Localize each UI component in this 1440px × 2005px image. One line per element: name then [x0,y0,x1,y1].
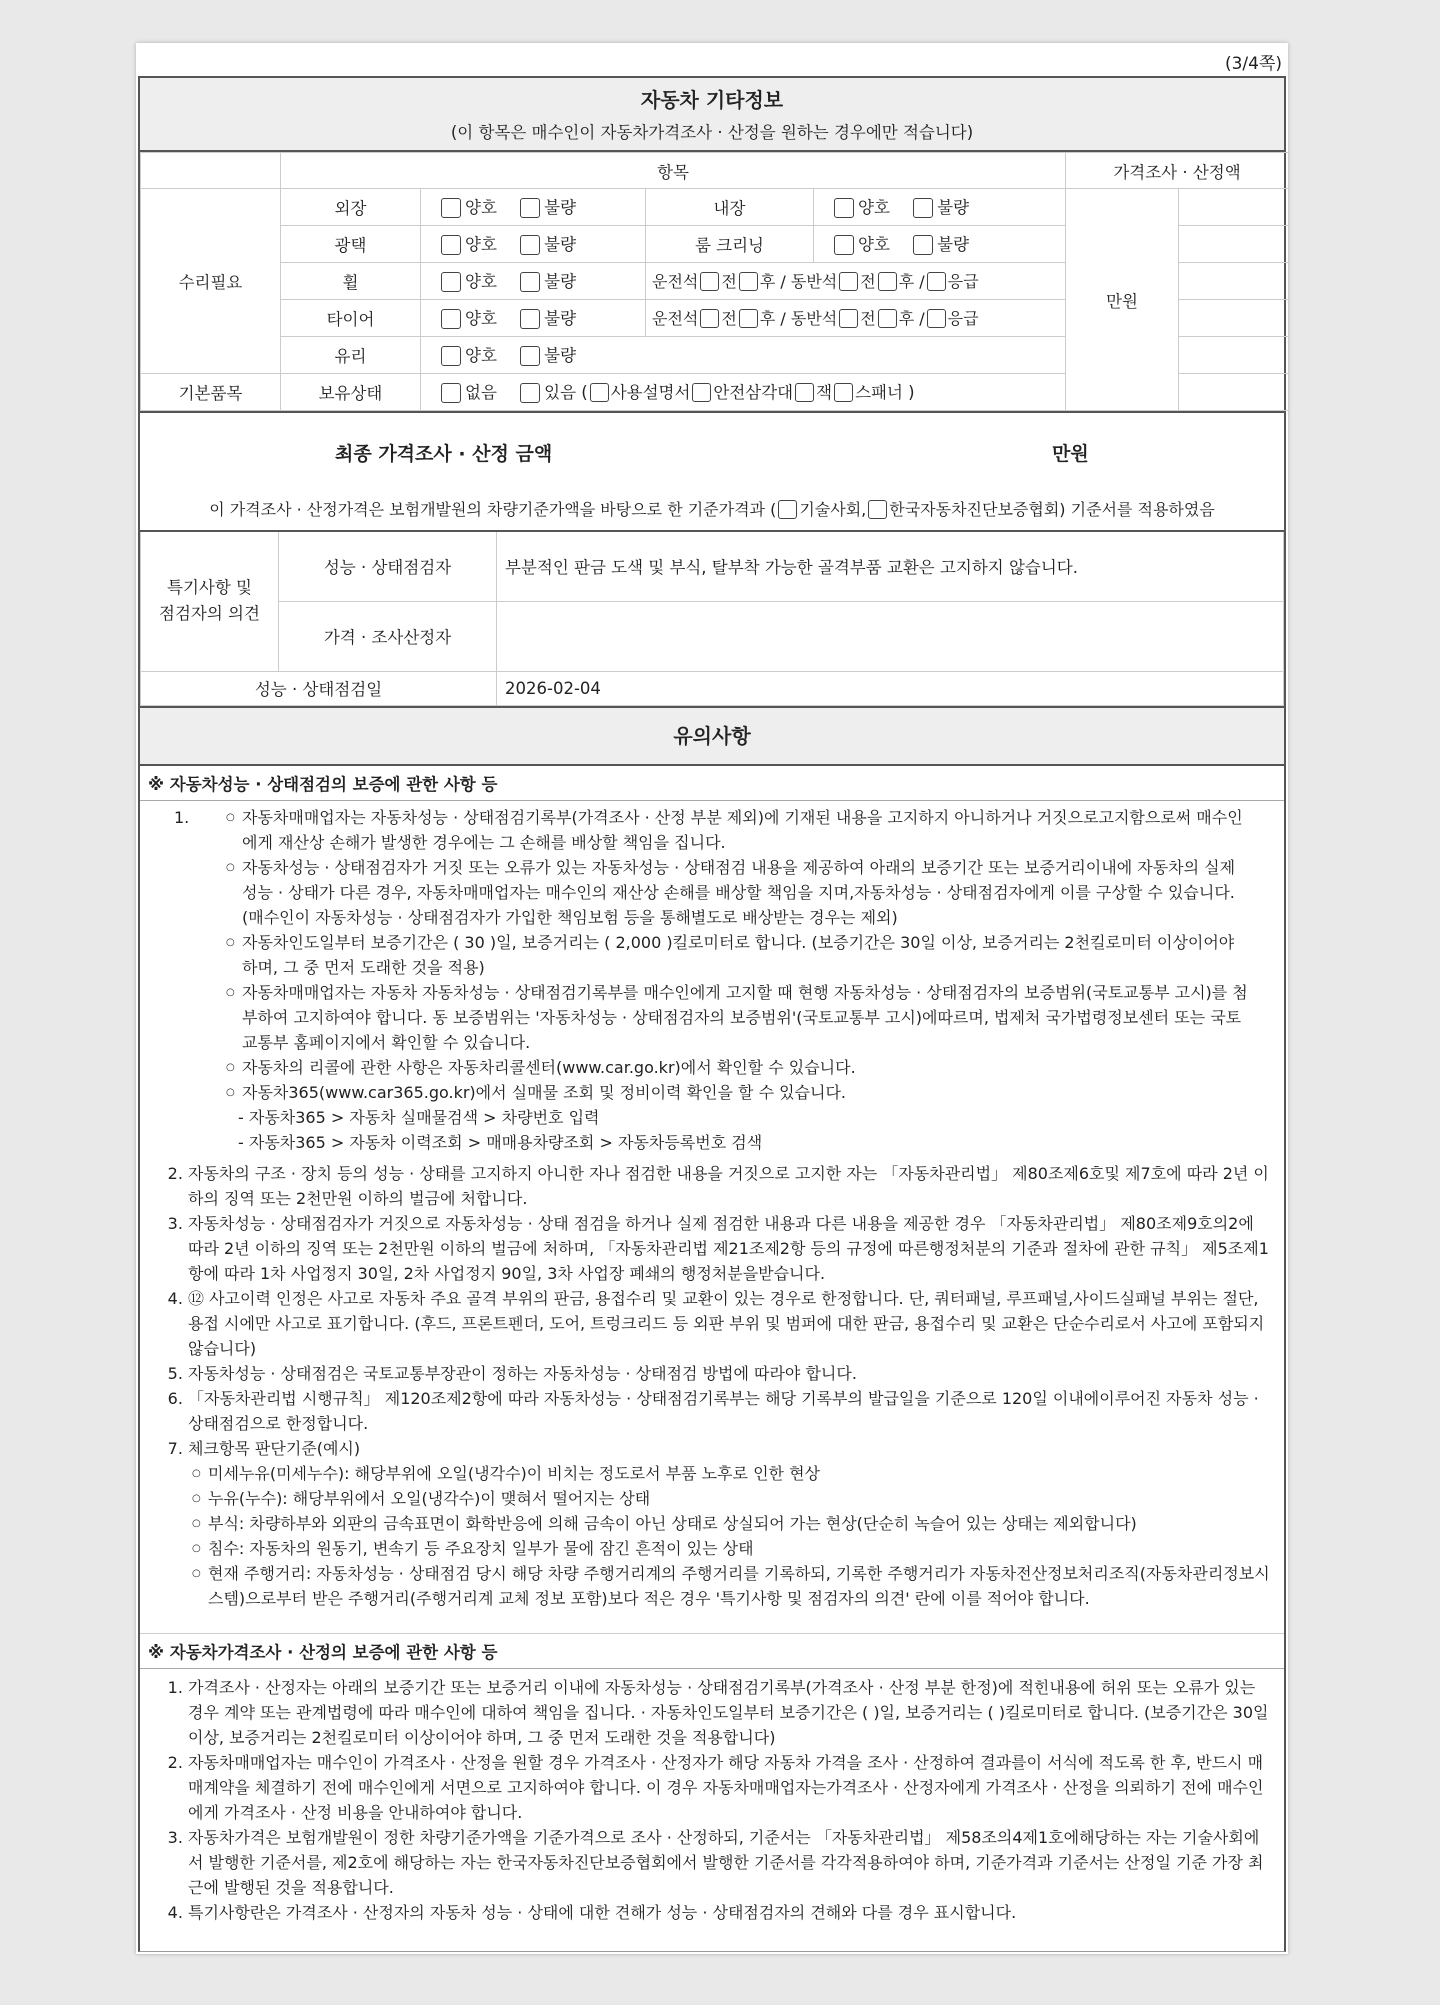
rear-label: 후 / [759,309,786,328]
item1-body [222,805,1252,1155]
dash-item: - 자동차365 > 자동차 실매물검색 > 차량번호 입력 [238,1107,600,1127]
bad-label: 불량 [544,346,577,366]
checkbox-glass-good[interactable] [441,346,461,366]
row-label-interior: 내장 [646,189,814,226]
notice-item: 1. 가격조사 · 산정자는 아래의 보증기간 또는 보증거리 이내에 자동차성능 · 상태점검기록부(가격조사 · 산정 부분 한정)에 적힌내용에 허위 또는 오류가 있는 경우 계약 또는 관계법령에 따라 매수인에 대하여 책임을 집니다. · 자동차인도일부터 보증기간은 ( )일, 보증거리는 ( )킬로미터로 합니다. (보증기간은 30일 이상, 보증거리는 2천킬로미터 이상이어야 하며, 그 중 먼저 도래한 것을 적용합니다) [188,1675,1270,1750]
gloss-options [421,226,646,263]
rear-label: 후 / [898,272,925,291]
good-label: 양호 [465,198,497,218]
row-label-gloss: 광택 [281,226,421,263]
document-page [136,43,1288,1954]
room-cleaning-options [814,226,1066,263]
notice-item-text: 자동차의 구조 · 장치 등의 성능 · 상태를 고지하지 아니한 자나 점검한 내용을 거짓으로 고지한 자는 「자동차관리법」 제80조제6호및 제7호에 따라 2년 이하의 징역 또는 2천만원 이하의 벌금에 처합니다. [188,1163,1269,1208]
sub-item: ○ 미세누유(미세누수): 해당부위에 오일(냉각수)이 비치는 정도로서 부품 노후로 인한 현상 [192,1461,1270,1486]
checkbox-exterior-good[interactable] [441,198,461,218]
notice-section2-title: ※ 자동차가격조사 · 산정의 보증에 관한 사항 등 [140,1633,1284,1669]
checkbox-wheel-bad[interactable] [520,272,540,292]
manual-label: 사용설명서 [610,383,691,403]
passenger-seat-label: 동반석 [790,309,838,328]
final-price-unit: 만원 [1052,443,1089,465]
driver-seat-label: 운전석 [652,309,699,328]
good-label: 양호 [465,309,497,329]
association-label: 한국자동차진단보증협회) 기준서를 적용하였음 [889,500,1215,519]
item1-dash-list [222,1105,1252,1155]
checkbox-exterior-bad[interactable] [520,198,540,218]
checkbox-wheel-passenger-rear[interactable] [878,272,897,291]
checkbox-tire-emergency[interactable] [927,309,946,328]
checkbox-manual[interactable] [590,383,609,402]
checkbox-wheel-good[interactable] [441,272,461,292]
sub-item: ○ 현재 주행거리: 자동차성능 · 상태점검 당시 해당 차량 주행거리계의 주행거리를 기록하되, 기록한 주행거리가 자동차전산정보처리조직(자동차관리정보시스템)으로부터 받은 주행거리(주행거리계 교체 정보 포함)보다 적은 경우 '특기사항 및 점검자의 의견' 란에 이를 적어야 합니다. [192,1561,1270,1611]
driver-seat-label: 운전석 [652,272,699,291]
sub-item: ○ 자동차365(www.car365.go.kr)에서 실매물 조회 및 정비이력 확인을 할 수 있습니다. [226,1080,1252,1105]
item1-sublist [222,805,1252,1105]
checkbox-wheel-driver-rear[interactable] [739,272,758,291]
notice-item: 3. 자동차가격은 보험개발원이 정한 차량기준가액을 기준가격으로 조사 · 산정하되, 기준서는 「자동차관리법」 제58조의4제1호에해당하는 자는 기술사회에서 발행한 기준서를, 제2호에 해당하는 자는 한국자동차진단보증협회에서 발행한 기준서를 각각적용하여야 하며, 기준가격과 기준서는 산정일 기준 가장 최근에 발행된 것을 적용합니다. [188,1825,1270,1900]
sub-item: ○ 자동차인도일부터 보증기간은 ( 30 )일, 보증거리는 ( 2,000 )킬로미터로 합니다. (보증기간은 30일 이상, 보증거리는 2천킬로미터 이상이어야 하며, 그 중 먼저 도래한 것을 적용) [226,930,1252,980]
checkbox-jack[interactable] [795,383,814,402]
good-label: 양호 [858,235,890,255]
final-sentence-pre: 이 가격조사 · 산정가격은 보험개발원의 차량기준가액을 바탕으로 한 기준가격과 ( [209,500,777,519]
checkbox-wheel-passenger-front[interactable] [839,272,858,291]
jack-label: 잭 [816,383,833,403]
front-label: 전 [860,309,876,328]
sub-item: ○ 부식: 차량하부와 외판의 금속표면이 화학반응에 의해 금속이 아닌 상태로 상실되어 가는 현상(단순히 녹슬어 있는 상태는 제외합니다) [192,1511,1270,1536]
sub-item: ○ 자동차매매업자는 자동차 자동차성능 · 상태점검기록부를 매수인에게 고지할 때 현행 자동차성능 · 상태점검자의 보증범위(국토교통부 고시)를 첨부하여 고지하여야 합니다. 동 보증범위는 '자동차성능 · 상태점검자의 보증범위'(국토교통부 고시)에따르며, 법제처 국가법령정보센터 또는 국토교통부 홈페이지에서 확인할 수 있습니다. [226,980,1252,1055]
good-label: 양호 [858,198,890,218]
final-price-section [140,411,1284,530]
checkbox-gloss-bad[interactable] [520,235,540,255]
page-number: (3/4쪽) [1224,54,1282,74]
checkbox-tire-good[interactable] [441,309,461,329]
notice-item-text: 체크항목 판단기준(예시) [188,1438,361,1458]
row-label-wheel: 휠 [281,263,421,300]
sub-item: ○ 누유(누수): 해당부위에서 오일(냉각수)이 맺혀서 떨어지는 상태 [192,1486,1270,1511]
triangle-label: 안전삼각대 [713,383,794,403]
final-price-sentence [140,497,1284,521]
item7-sublist [188,1461,1270,1611]
good-label: 양호 [465,235,497,255]
inspection-date-value: 2026-02-04 [497,671,1284,705]
opinion-table [140,530,1284,706]
passenger-seat-label: 동반석 [790,272,838,291]
section-title: 자동차 기타정보 [640,88,784,112]
bad-label: 불량 [544,198,577,218]
tech-society-label: 기술사회, [799,500,867,519]
front-label: 전 [860,272,876,291]
notice-section1-items [140,1161,1284,1633]
checkbox-tire-passenger-front[interactable] [839,309,858,328]
checkbox-association[interactable] [868,500,887,519]
checkbox-wheel-driver-front[interactable] [700,272,719,291]
none-label: 없음 [465,383,497,403]
notice-item-text: 자동차성능 · 상태점검자가 거짓으로 자동차성능 · 상태 점검을 하거나 실제 점검한 내용과 다른 내용을 제공한 경우 「자동차관리법」 제80조제9호의2에 따라 2년 이하의 징역 또는 2천만원 이하의 벌금에 처하며, 「자동차관리법 제21조제2항 등의 규정에 따른행정처분의 기준과 절차에 관한 규칙」 제5조제1항에 따라 1차 사업정지 30일, 2차 사업정지 90일, 3차 사업장 폐쇄의 행정처분을받습니다. [188,1213,1269,1283]
checkbox-tech-society[interactable] [778,500,797,519]
notice-item [188,1436,1270,1611]
row-label-glass: 유리 [281,337,421,374]
row-label-room-cleaning: 룸 크리닝 [646,226,814,263]
tire-seat-options [646,300,1066,337]
items-table [140,152,1289,411]
glass-options [421,337,1066,374]
price-unit: 만원 [1106,291,1138,311]
rear-label: 후 / [759,272,786,291]
price-input-exterior[interactable] [1179,189,1289,226]
section-header [140,78,1284,152]
row-label-possession: 보유상태 [281,374,421,411]
sub-item: ○ 자동차의 리콜에 관한 사항은 자동차리콜센터(www.car.go.kr)에서 확인할 수 있습니다. [226,1055,1252,1080]
notice-item: 2. 자동차매매업자는 매수인이 가격조사 · 산정을 원할 경우 가격조사 · 산정자가 해당 자동차 가격을 조사 · 산정하여 결과를이 서식에 적도록 한 후, 반드시 매매계약을 체결하기 전에 매수인에게 서면으로 고지하여야 합니다. 이 경우 자동차매매업자는가격조사 · 산정자에게 가격조사 · 산정을 의뢰하기 전에 매수인에게 가격조사 · 산정 비용을 안내하여야 합니다. [188,1750,1270,1825]
pricer-label: 가격 · 조사산정자 [279,601,497,671]
repair-label: 수리필요 [141,189,281,374]
notice-item [174,805,1270,1155]
checkbox-gloss-good[interactable] [441,235,461,255]
notice-item [188,1386,1270,1436]
blank-cell [141,153,281,189]
sub-item: ○ 자동차성능 · 상태점검자가 거짓 또는 오류가 있는 자동차성능 · 상태점검 내용을 제공하여 아래의 보증기간 또는 보증거리이내에 자동차의 실제 성능 · 상태가 다른 경우, 자동차매매업자는 매수인의 재산상 손해를 배상할 책임을 지며,자동차성능 · 상태점검자에게 이를 구상할 수 있습니다.(매수인이 자동차성능 · 상태점검자가 가입한 책임보험 등을 통해별도로 배상받는 경우는 제외) [226,855,1252,930]
notice-item [188,1161,1270,1211]
row-label-exterior: 외장 [281,189,421,226]
possession-options [421,374,1066,411]
have-label: 있음 ( [544,383,588,403]
emergency-label: 응급 [947,309,979,328]
col-item-header: 항목 [281,153,1066,189]
notice-section1-list [140,801,1284,1161]
row-label-tire: 타이어 [281,300,421,337]
sub-item: ○ 침수: 자동차의 원동기, 변속기 등 주요장치 일부가 물에 잠긴 흔적이 있는 상태 [192,1536,1270,1561]
notice-item-text: ⑫ 사고이력 인정은 사고로 자동차 주요 골격 부위의 판금, 용접수리 및 교환이 있는 경우로 한정합니다. 단, 쿼터패널, 루프패널,사이드실패널 부위는 절단, 용접 시에만 사고로 표기합니다. (후드, 프론트펜더, 도어, 트렁크리드 등 외판 부위 및 범퍼에 대한 판금, 용접수리 및 교환은 단순수리로서 사고에 포함되지않습니다) [188,1288,1265,1358]
spanner-label: 스패너 ) [855,383,915,403]
front-label: 전 [721,309,737,328]
price-input-glass[interactable] [1179,337,1289,374]
price-input-gloss[interactable] [1179,226,1289,263]
checkbox-wheel-emergency[interactable] [927,272,946,291]
bad-label: 불량 [937,198,970,218]
exterior-options [421,189,646,226]
rear-label: 후 / [898,309,925,328]
wheel-options [421,263,646,300]
notice-item-text: 「자동차관리법 시행규칙」 제120조제2항에 따라 자동차성능 · 상태점검기록부는 해당 기록부의 발급일을 기준으로 120일 이내에이루어진 자동차 성능 · 상태점검으로 한정합니다. [188,1388,1259,1433]
checkbox-triangle[interactable] [692,383,711,402]
notice-item [188,1211,1270,1286]
notice-section1-title: ※ 자동차성능 · 상태점검의 보증에 관한 사항 등 [140,764,1284,801]
checkbox-tire-passenger-rear[interactable] [878,309,897,328]
notice-item-text: 자동차성능 · 상태점검은 국토교통부장관이 정하는 자동차성능 · 상태점검 방법에 따라야 합니다. [188,1363,857,1383]
notice-title: 유의사항 [673,723,751,748]
sub-item: ○ 자동차매매업자는 자동차성능 · 상태점검기록부(가격조사 · 산정 부분 제외)에 기재된 내용을 고지하지 아니하거나 거짓으로고지함으로써 매수인에게 재산상 손해가 발생한 경우에는 그 손해를 배상할 책임을 집니다. [226,805,1252,855]
price-input-tire[interactable] [1179,300,1289,337]
form-frame [138,76,1286,1952]
inspector-label: 성능 · 상태점검자 [279,531,497,601]
price-input-wheel[interactable] [1179,263,1289,300]
inspector-opinion: 부분적인 판금 도색 및 부식, 탈부착 가능한 골격부품 교환은 고지하지 않습니다. [497,531,1284,601]
bad-label: 불량 [937,235,970,255]
checkbox-glass-bad[interactable] [520,346,540,366]
notice-section2-items [140,1669,1284,1931]
checkbox-possession-none[interactable] [441,383,461,403]
checkbox-interior-good[interactable] [834,198,854,218]
bad-label: 불량 [544,309,577,329]
checkbox-tire-bad[interactable] [520,309,540,329]
notice-item [188,1286,1270,1361]
item-number: 1. [174,807,190,827]
opinion-label: 특기사항 및 점검자의 의견 [141,531,279,671]
bad-label: 불량 [544,272,577,292]
pricer-opinion[interactable] [497,601,1284,671]
inspection-date-label: 성능 · 상태점검일 [141,671,497,705]
price-unit-cell [1066,189,1179,411]
interior-options [814,189,1066,226]
good-label: 양호 [465,272,497,292]
checkbox-spanner[interactable] [834,383,853,402]
checkbox-room-bad[interactable] [913,235,933,255]
front-label: 전 [721,272,737,291]
bad-label: 불량 [544,235,577,255]
checkbox-interior-bad[interactable] [913,198,933,218]
final-price-label: 최종 가격조사 · 산정 금액 [335,443,553,465]
good-label: 양호 [465,346,497,366]
col-price-header: 가격조사 · 산정액 [1066,153,1289,189]
price-input-possession[interactable] [1179,374,1289,411]
basic-label: 기본품목 [141,374,281,411]
emergency-label: 응급 [947,272,979,291]
checkbox-tire-driver-front[interactable] [700,309,719,328]
notice-item: 4. 특기사항란은 가격조사 · 산정자의 자동차 성능 · 상태에 대한 견해가 성능 · 상태점검자의 견해와 다를 경우 표시합니다. [188,1900,1270,1925]
checkbox-room-good[interactable] [834,235,854,255]
checkbox-possession-have[interactable] [520,383,540,403]
tire-options [421,300,646,337]
notice-header [140,706,1284,764]
section-subtitle: (이 항목은 매수인이 자동차가격조사 · 산정을 원하는 경우에만 적습니다) [450,123,974,142]
notice-item [188,1361,1270,1386]
checkbox-tire-driver-rear[interactable] [739,309,758,328]
wheel-seat-options [646,263,1066,300]
dash-item: - 자동차365 > 자동차 이력조회 > 매매용차량조회 > 자동차등록번호 검색 [238,1132,763,1152]
